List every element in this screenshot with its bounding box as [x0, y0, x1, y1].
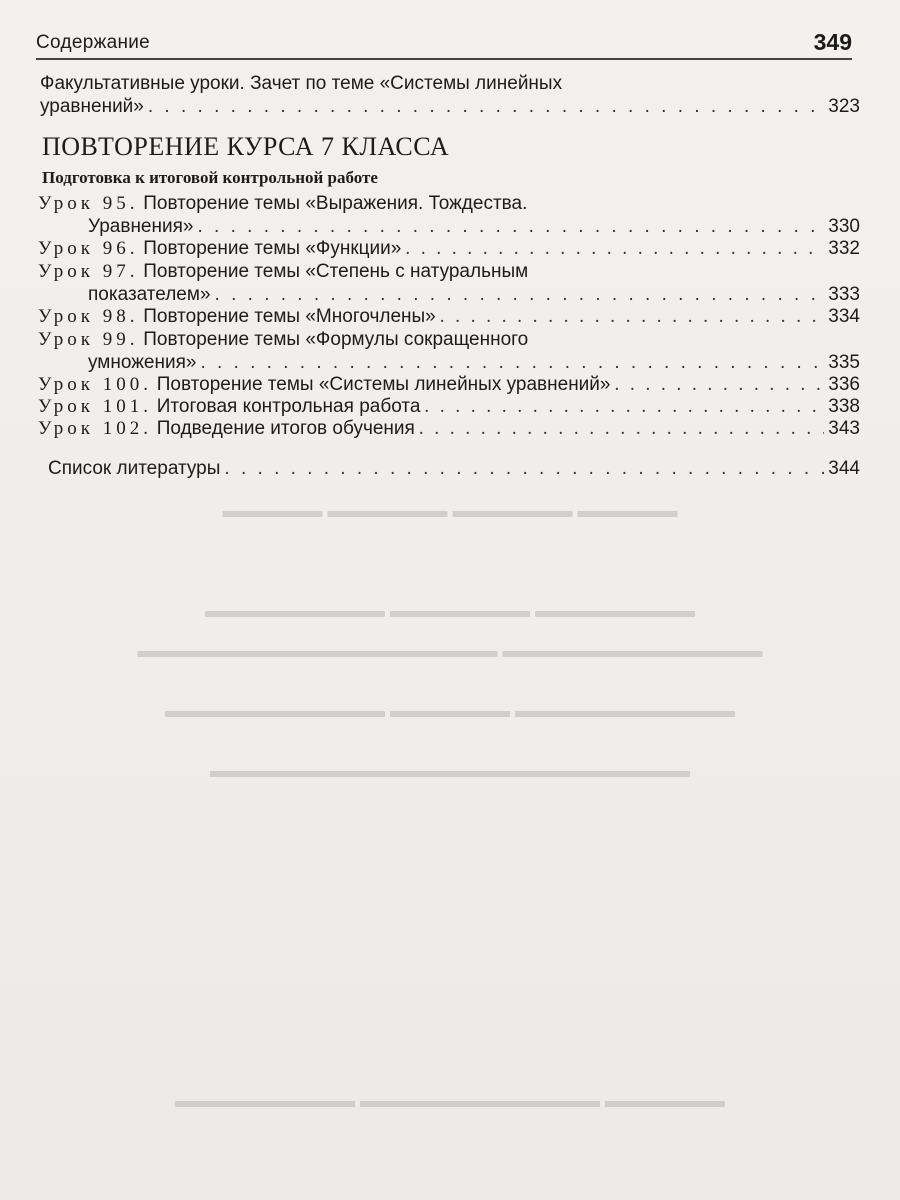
toc-page-number: 334: [828, 306, 860, 327]
lesson-key: Урок 100.: [38, 374, 153, 395]
toc-page-number: 344: [828, 458, 860, 479]
toc-page-number: 333: [828, 284, 860, 305]
leader-dots: [424, 396, 824, 418]
leader-dots: [405, 238, 824, 260]
toc-entry-lesson-98: [38, 306, 860, 328]
show-through-text: ▬▬▬▬▬▬▬▬▬▬▬ ▬▬▬▬▬▬ ▬▬▬▬▬▬▬▬▬▬▬: [165, 700, 735, 722]
lesson-key: Урок 101.: [38, 396, 153, 417]
toc-page-number: 343: [828, 418, 860, 439]
toc-entry-lesson-97: [38, 260, 860, 306]
page-header: [36, 30, 852, 60]
lesson-title-continuation: показателем»: [88, 284, 211, 305]
leader-dots: [215, 284, 825, 306]
show-through-text: ▬▬▬▬▬▬▬▬▬▬▬▬▬ ▬▬▬▬▬▬▬▬▬▬▬▬▬▬▬▬▬▬: [137, 640, 763, 662]
leader-dots: [614, 374, 824, 396]
table-of-contents: [38, 72, 860, 480]
toc-entry-bibliography: [48, 458, 860, 480]
toc-entry-electives: [40, 72, 860, 118]
toc-entry-lesson-101: [38, 396, 860, 418]
header-title: Содержание: [36, 32, 151, 53]
lesson-key: Урок 98.: [38, 306, 139, 327]
toc-page-number: 332: [828, 238, 860, 259]
leader-dots: [440, 306, 825, 328]
toc-entry-lesson-96: [38, 238, 860, 260]
toc-page-number: 335: [828, 352, 860, 373]
toc-entry-lesson-100: [38, 374, 860, 396]
lesson-title: Повторение темы «Степень с натуральным: [143, 261, 529, 282]
subsection-title: Подготовка к итоговой контрольной работе: [42, 168, 378, 187]
toc-entry-lesson-99: [38, 328, 860, 374]
lesson-key: Урок 95.: [38, 193, 139, 214]
toc-page-number: 336: [828, 374, 860, 395]
show-through-text: ▬▬▬▬▬ ▬▬▬▬▬▬ ▬▬▬▬▬▬ ▬▬▬▬▬: [222, 500, 678, 522]
toc-entry-lesson-95: [38, 192, 860, 238]
section-title: ПОВТОРЕНИЕ КУРСА 7 КЛАССА: [42, 132, 450, 161]
lesson-key: Урок 99.: [38, 329, 139, 350]
toc-entry-line2: [40, 96, 860, 118]
lesson-key: Урок 96.: [38, 238, 139, 259]
leader-dots: [224, 458, 824, 480]
lesson-title-continuation: умножения»: [88, 352, 197, 373]
show-through-text: ▬▬▬▬▬▬▬▬▬▬▬▬▬▬▬▬▬▬▬▬▬▬▬▬: [210, 760, 690, 782]
lesson-title: Подведение итогов обучения: [156, 418, 415, 439]
toc-page-number: 338: [828, 396, 860, 417]
show-through-text: ▬▬▬▬▬▬ ▬▬▬▬▬▬▬▬▬▬▬▬ ▬▬▬▬▬▬▬▬▬: [175, 1090, 725, 1112]
leader-dots: [419, 418, 824, 440]
lesson-title: Повторение темы «Многочлены»: [143, 306, 436, 327]
lesson-key: Урок 97.: [38, 261, 139, 282]
lesson-title: Повторение темы «Формулы сокращенного: [143, 329, 529, 350]
toc-page-number: 323: [828, 96, 860, 117]
lesson-title: Итоговая контрольная работа: [156, 396, 421, 417]
toc-entry-continuation: уравнений»: [40, 96, 144, 117]
bibliography-label: Список литературы: [48, 458, 221, 479]
show-through-text: ▬▬▬▬▬▬▬▬ ▬▬▬▬▬▬▬ ▬▬▬▬▬▬▬▬▬: [205, 600, 695, 622]
lesson-key: Урок 102.: [38, 418, 153, 439]
leader-dots: [197, 216, 824, 238]
toc-page-number: 330: [828, 216, 860, 237]
lesson-title: Повторение темы «Функции»: [143, 238, 402, 259]
lesson-title: Повторение темы «Системы линейных уравнений»: [156, 374, 611, 395]
leader-dots: [200, 352, 824, 374]
page-number: 349: [813, 29, 852, 55]
lesson-title: Повторение темы «Выражения. Тождества.: [143, 193, 528, 214]
toc-entry-lesson-102: [38, 418, 860, 440]
leader-dots: [148, 96, 824, 118]
lesson-title-continuation: Уравнения»: [88, 216, 194, 237]
toc-entry-line1: Факультативные уроки. Зачет по теме «Системы линейных: [40, 73, 563, 94]
